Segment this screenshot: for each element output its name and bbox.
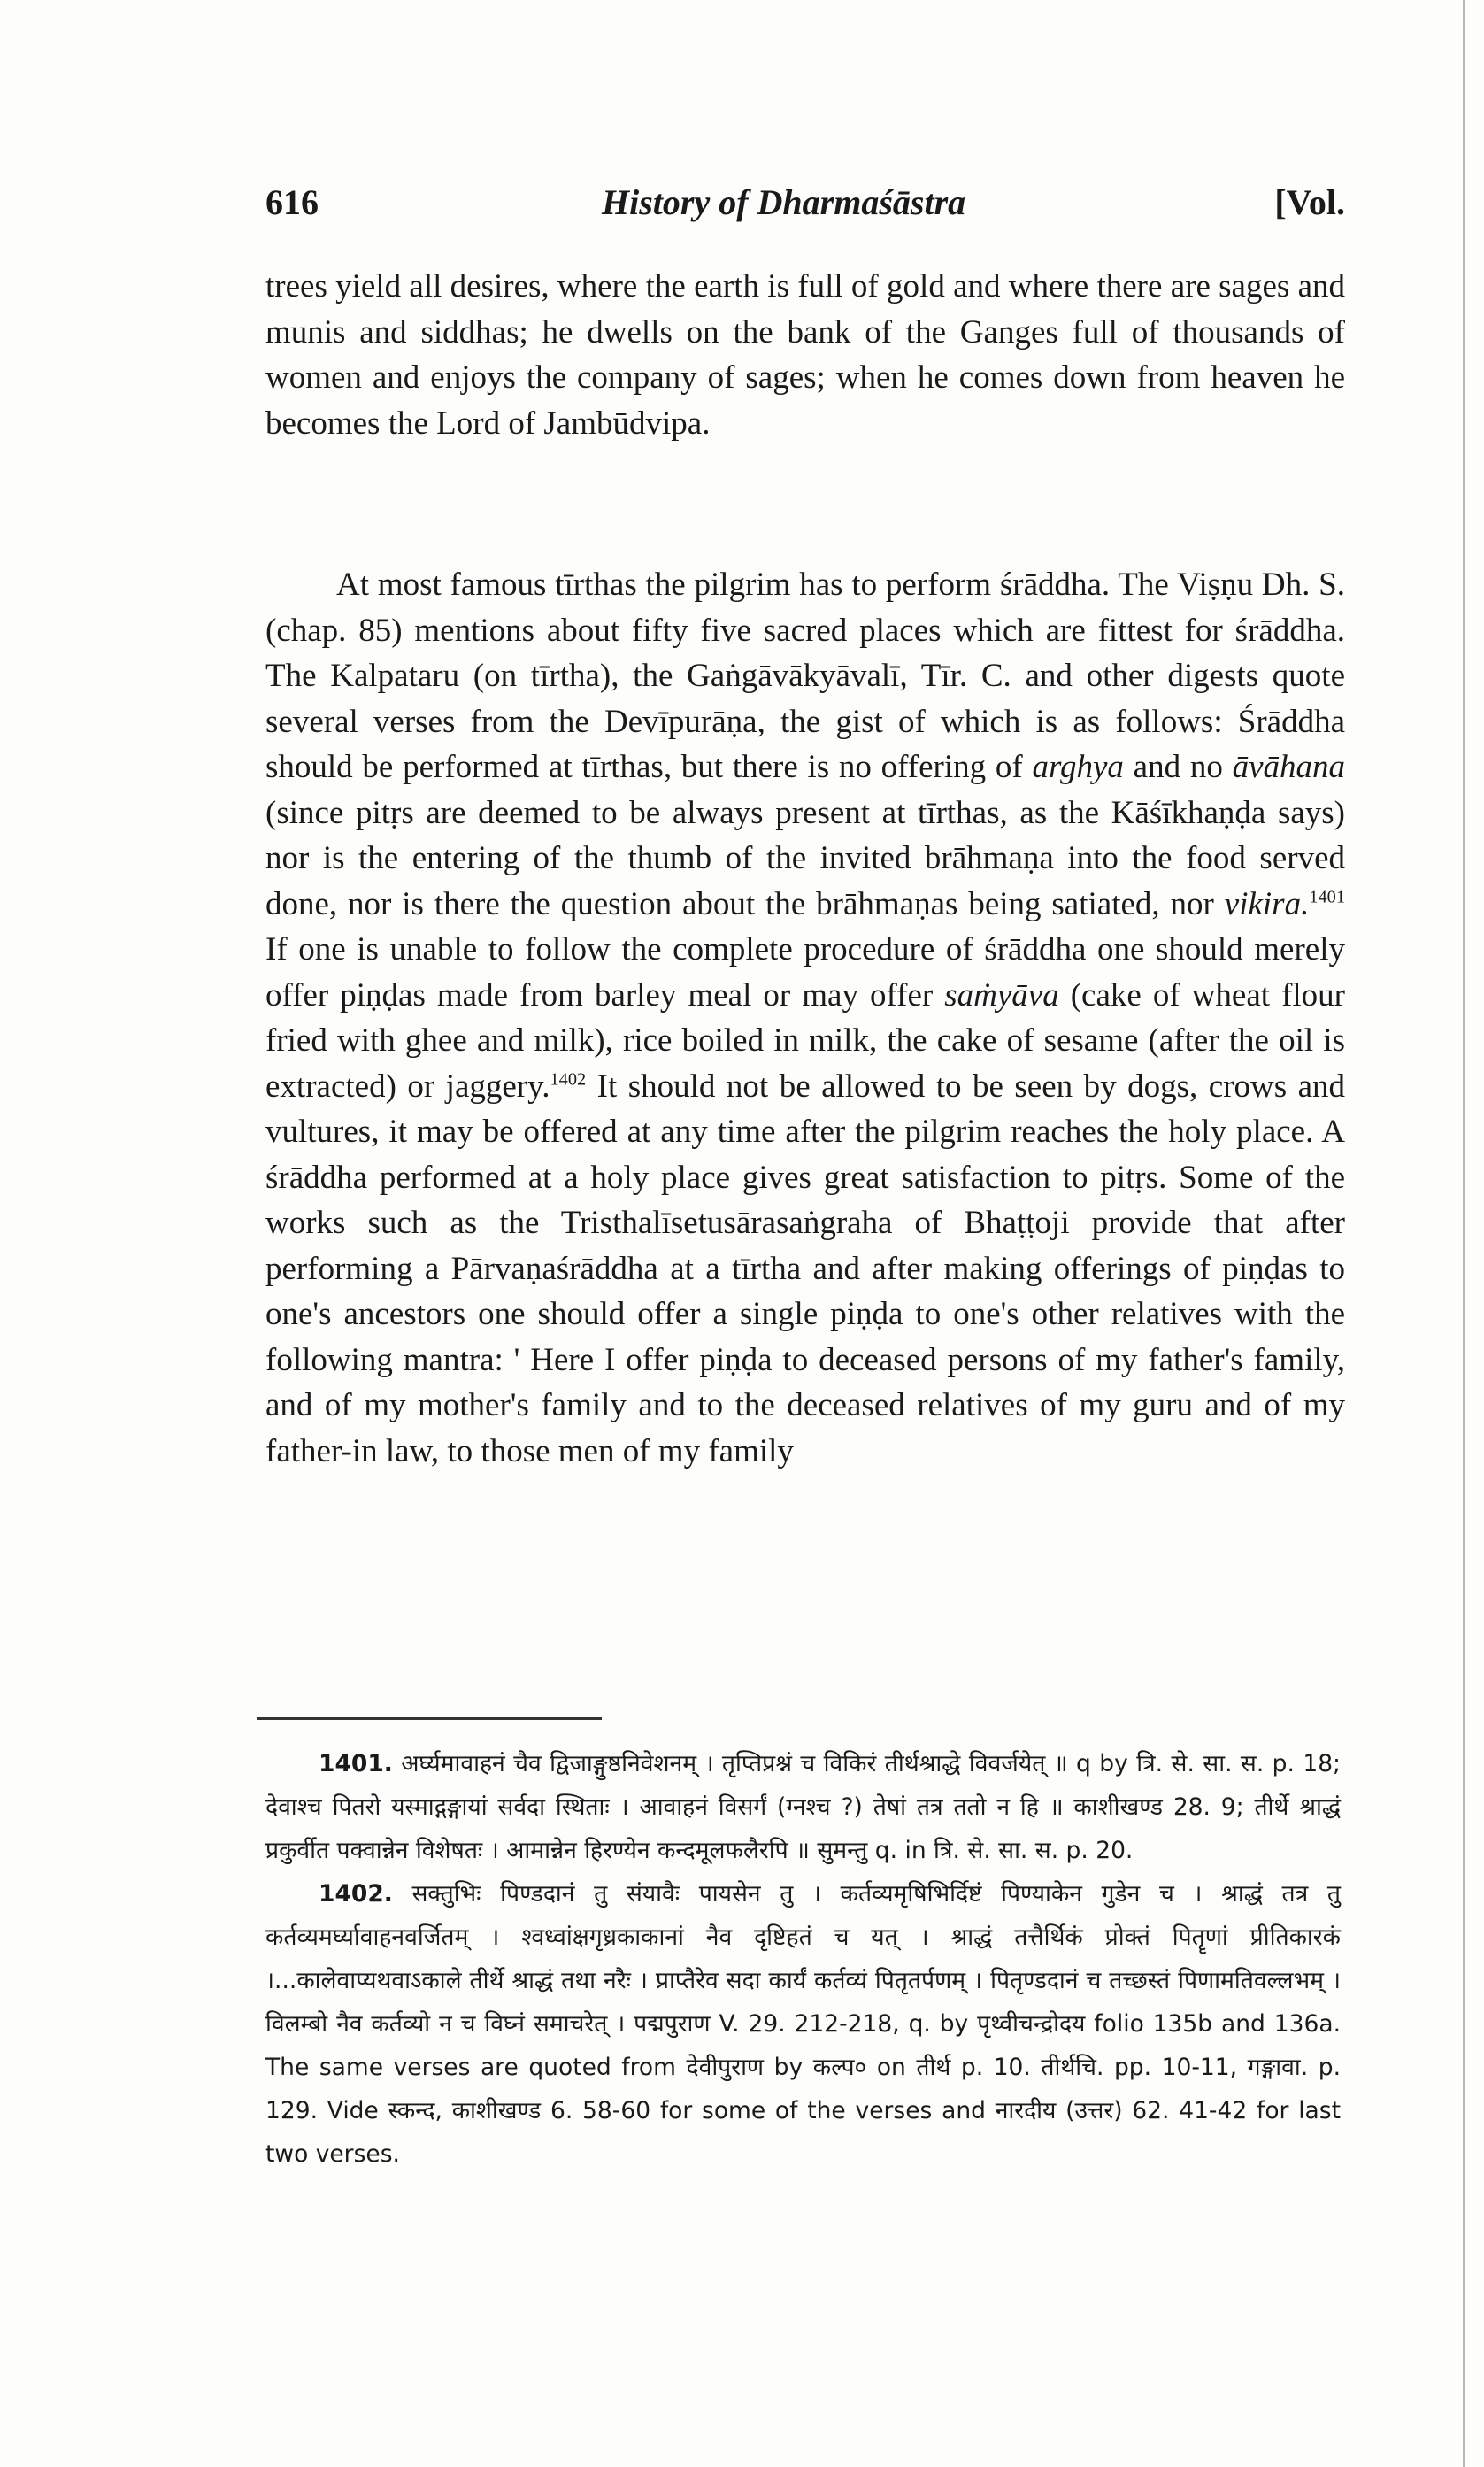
running-title: History of Dharmaśāstra — [602, 182, 966, 222]
footnote-text: अर्घ्यमावाहनं चैव द्विजाङ्गुष्ठनिवेशनम् । तृप्तिप्रश्नं च विकिरं तीर्थश्राद्धे विवर्जयेत् ॥ q by त्रि. से. सा. स. p. 18; देवाश्च पितरो यस्माद्गङ्गायां सर्वदा स्थिताः । आवाहनं विसर्गं (ग्नश्च ?) तेषां तत्र ततो न हि ॥ काशीखण्ड 28. 9; तीर्थे श्राद्धं प्रकुर्वीत पक्वान्नेन विशेषतः । आमान्नेन हिरण्येन कन्दमूलफलैरपि ॥ सुमन्तु q. in त्रि. से. सा. स. p. 20. — [265, 1750, 1341, 1864]
paragraph-2-part-2: (since pitṛs are deemed to be always present at tīrthas, as the Kāśīkhaṇḍa says) nor is the entering of the thumb of the invited brāhmaṇa into the food served done, nor is there the question about the brāhmaṇas being satiated, nor — [265, 794, 1345, 922]
volume-label: [Vol. — [1274, 182, 1345, 222]
page-number: 616 — [265, 182, 319, 222]
paragraph-sraddha — [265, 562, 1345, 1474]
paragraph-2-part-3: If one is unable to follow the complete procedure of śrāddha one should merely offer piṇḍas made from barley meal or may offer — [265, 931, 1345, 1014]
term-avahana: āvāhana — [1232, 749, 1346, 785]
paragraph-2-part-4: (cake of wheat flour fried with ghee and milk), rice boiled in milk, the cake of sesame (after the oil is extracted) or jaggery. — [265, 976, 1345, 1105]
paragraph-2-part-1: At most famous tīrthas the pilgrim has to perform śrāddha. The Viṣṇu Dh. S. (chap. 85) mentions about fifty five sacred places which are fittest for śrāddha. The Kalpataru (on tīrtha), the Gaṅgāvākyāvalī, Tīr. C. and other digests quote several verses from the Devīpurāṇa, the gist of which is as follows: Śrāddha should be performed at tīrthas, but there is no offering of — [265, 567, 1345, 785]
term-arghya: arghya — [1032, 749, 1124, 785]
paragraph-2-and-no: and no — [1133, 749, 1223, 785]
footnote-ref-1401[interactable]: 1401 — [1309, 887, 1346, 907]
footnote-divider — [257, 1717, 602, 1720]
footnote-ref-1402[interactable]: 1402 — [550, 1069, 587, 1090]
footnotes-section — [265, 1742, 1341, 2176]
footnote-number: 1401. — [319, 1750, 393, 1777]
footnote-number: 1402. — [319, 1880, 393, 1908]
term-vikira: vikira. — [1224, 885, 1310, 922]
paragraph-1-text: trees yield all desires, where the earth is full of gold and where there are sages and munis and siddhas; he dwells on the bank of the Ganges full of thousands of women and enjoys the company of sages; when he comes down from heaven he becomes the Lord of Jambūdvipa. — [265, 268, 1345, 442]
page-header — [265, 181, 1345, 235]
scan-margin-line — [1463, 0, 1465, 2467]
footnote-text: सक्तुभिः पिण्डदानं तु संयावैः पायसेन तु । कर्तव्यमृषिभिर्दिष्टं पिण्याकेन गुडेन च । श्राद्धं तत्र तु कर्तव्यमर्घ्यावाहनवर्जितम् । श्वध्वांक्षगृध्रकाकानां नैव दृष्टिहतं च यत् । श्राद्धं तत्तैर्थिकं प्रोक्तं पितॄणां प्रीतिकारकं ।...कालेवाप्यथवाऽकाले तीर्थे श्राद्धं तथा नरैः । प्राप्तैरेव सदा कार्यं कर्तव्यं पितृतर्पणम् । पितृण्डदानं च तच्छस्तं पिणामतिवल्लभम् । विलम्बो नैव कर्तव्यो न च विघ्नं समाचरेत् । पद्मपुराण V. 29. 212-218, q. by पृथ्वीचन्द्रोदय folio 135b and 136a. The same verses are quoted from देवीपुराण by कल्प० on तीर्थ p. 10. तीर्थचि. pp. 10-11, गङ्गावा. p. 129. Vide स्कन्द, काशीखण्ड 6. 58-60 for some of the verses and नारदीय (उत्तर) 62. 41-42 for last two verses. — [265, 1880, 1341, 2168]
term-samyava: saṁyāva — [944, 976, 1059, 1014]
paragraph-continuation — [265, 264, 1345, 446]
footnote-1401 — [265, 1742, 1341, 1872]
footnote-1402 — [265, 1872, 1341, 2176]
paragraph-2-part-5: It should not be allowed to be seen by dogs, crows and vultures, it may be offered at any time after the pilgrim reaches the holy place. A śrāddha performed at a holy place gives great satisfaction to pitṛs. Some of the works such as the Tristhalīsetusārasaṅgraha of Bhaṭṭoji provide that after performing a Pārvaṇaśrāddha at a tīrtha and after making offerings of piṇḍas to one's ancestors one should offer a single piṇḍa to one's other relatives with the following mantra: ' Here I offer piṇḍa to deceased persons of my father's family, and of my mother's family and to the deceased relatives of my guru and of my father-in law, to those men of my family — [265, 1068, 1345, 1469]
